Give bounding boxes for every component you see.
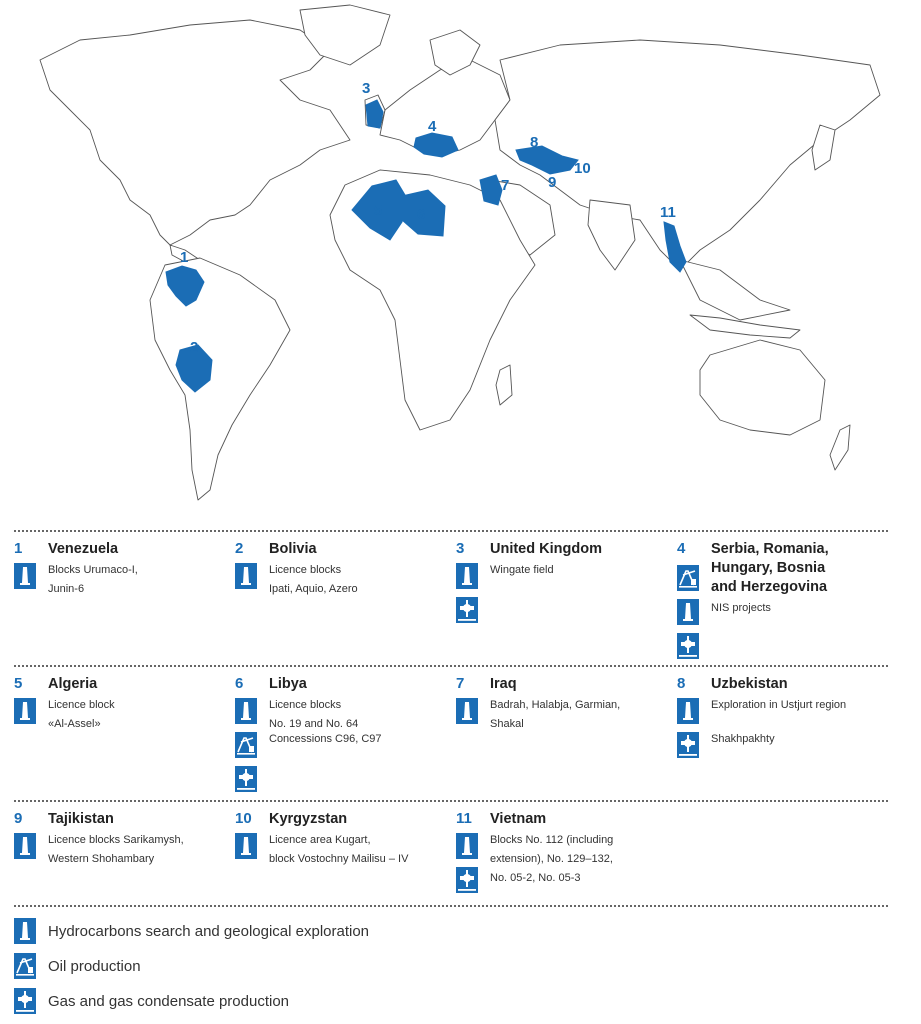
entry-description: Badrah, Halabja, Garmian, Shakal	[490, 699, 621, 730]
new-zealand-landmass	[830, 425, 850, 470]
exploration-icon	[456, 833, 478, 859]
entry-country: Algeria	[48, 676, 98, 692]
legend-label: Oil production	[48, 958, 141, 975]
entry-description: Blocks Urumaco-I, Junin-6	[48, 564, 138, 595]
project-entry	[14, 675, 229, 800]
entry-description: Concessions C96, C97	[269, 733, 382, 745]
entry-number: 10	[235, 810, 252, 827]
project-entry	[456, 810, 671, 935]
exploration-icon	[14, 563, 36, 589]
divider	[14, 665, 888, 667]
southeast-asia-landmass	[680, 260, 790, 320]
gas-production-icon	[456, 597, 478, 623]
entry-description: Licence block «Al-Assel»	[48, 699, 115, 730]
map-pin-7: 7	[501, 177, 510, 194]
exploration-icon	[235, 833, 257, 859]
south-america-landmass	[150, 258, 290, 500]
exploration-icon	[14, 698, 36, 724]
entry-description: Licence blocks Sarikamysh, Western Shohambary	[48, 834, 184, 865]
north-america-landmass	[40, 20, 350, 245]
map-pin-1: 1	[180, 249, 189, 266]
entry-country: Iraq	[490, 676, 517, 692]
entry-number: 3	[456, 540, 465, 557]
entry-description: Shakhpakhty	[711, 733, 775, 745]
highlight-serbia-romania-hungary-bosnia	[414, 133, 458, 157]
entry-country: United Kingdom	[490, 541, 602, 557]
map-pin-10: 10	[574, 160, 591, 177]
entry-number: 9	[14, 810, 23, 827]
project-entry	[235, 810, 450, 935]
entry-description: NIS projects	[711, 602, 771, 614]
exploration-icon	[235, 563, 257, 589]
entry-country: Tajikistan	[48, 811, 114, 827]
gas-production-icon	[677, 633, 699, 659]
entry-description: Exploration in Ustjurt region	[711, 699, 847, 711]
entry-country: Bolivia	[269, 541, 317, 557]
project-entry	[14, 810, 229, 935]
legend-label: Gas and gas condensate production	[48, 993, 290, 1010]
gas-production-icon	[14, 988, 36, 1014]
divider	[14, 530, 888, 532]
project-entry	[456, 675, 671, 800]
entry-number: 4	[677, 540, 686, 557]
legend-label: Hydrocarbons search and geological exploration	[48, 923, 370, 940]
entry-country: Venezuela	[48, 541, 119, 557]
exploration-icon	[456, 698, 478, 724]
entry-number: 11	[456, 810, 472, 827]
entry-country: Uzbekistan	[711, 676, 788, 692]
divider	[14, 800, 888, 802]
gas-production-icon	[456, 867, 478, 893]
project-entry	[677, 540, 892, 665]
gas-production-icon	[235, 766, 257, 792]
entry-number: 6	[235, 675, 244, 692]
india-landmass	[588, 200, 635, 270]
entry-number: 7	[456, 675, 465, 692]
oil-production-icon	[677, 565, 699, 591]
gas-production-icon	[677, 732, 699, 758]
exploration-icon	[677, 698, 699, 724]
entry-number: 2	[235, 540, 244, 557]
oil-production-icon	[14, 953, 36, 979]
entry-description: Blocks No. 112 (including extension), No. 129–132, No. 05-2, No. 05-3	[490, 834, 614, 884]
map-pin-9: 9	[548, 174, 557, 191]
project-entry	[677, 675, 892, 800]
entry-number: 1	[14, 540, 23, 557]
exploration-icon	[14, 833, 36, 859]
entry-number: 8	[677, 675, 686, 692]
australia-landmass	[700, 340, 825, 435]
legend-item	[14, 918, 514, 948]
map-pin-6: 6	[417, 206, 426, 223]
exploration-icon	[456, 563, 478, 589]
project-entry	[235, 540, 450, 665]
entry-description: Wingate field	[490, 564, 554, 576]
madagascar-landmass	[496, 365, 512, 405]
project-entry	[235, 675, 450, 800]
entry-country: Serbia, Romania, Hungary, Bosnia and Herzegovina	[711, 541, 829, 595]
map-pin-4: 4	[428, 118, 437, 135]
legend-item	[14, 953, 514, 983]
map-pin-8: 8	[530, 134, 539, 151]
entry-number: 5	[14, 675, 23, 692]
exploration-icon	[235, 698, 257, 724]
project-entry	[14, 540, 229, 665]
oil-production-icon	[235, 732, 257, 758]
exploration-icon	[677, 599, 699, 625]
entry-description: Licence blocks Ipati, Aquio, Azero	[269, 564, 358, 595]
exploration-icon	[14, 918, 36, 944]
entry-country: Libya	[269, 676, 307, 692]
entry-country: Kyrgyzstan	[269, 811, 348, 827]
map-pin-5: 5	[374, 202, 383, 219]
map-pin-2: 2	[190, 339, 199, 356]
entry-country: Vietnam	[490, 811, 547, 827]
map-pin-11: 11	[660, 204, 676, 221]
map-pin-3: 3	[362, 80, 371, 97]
legend-item	[14, 988, 514, 1018]
project-entry	[456, 540, 671, 665]
entry-description: Licence area Kugart, block Vostochny Mailisu – IV	[269, 834, 409, 865]
entry-description: Licence blocks No. 19 and No. 64	[269, 699, 359, 730]
